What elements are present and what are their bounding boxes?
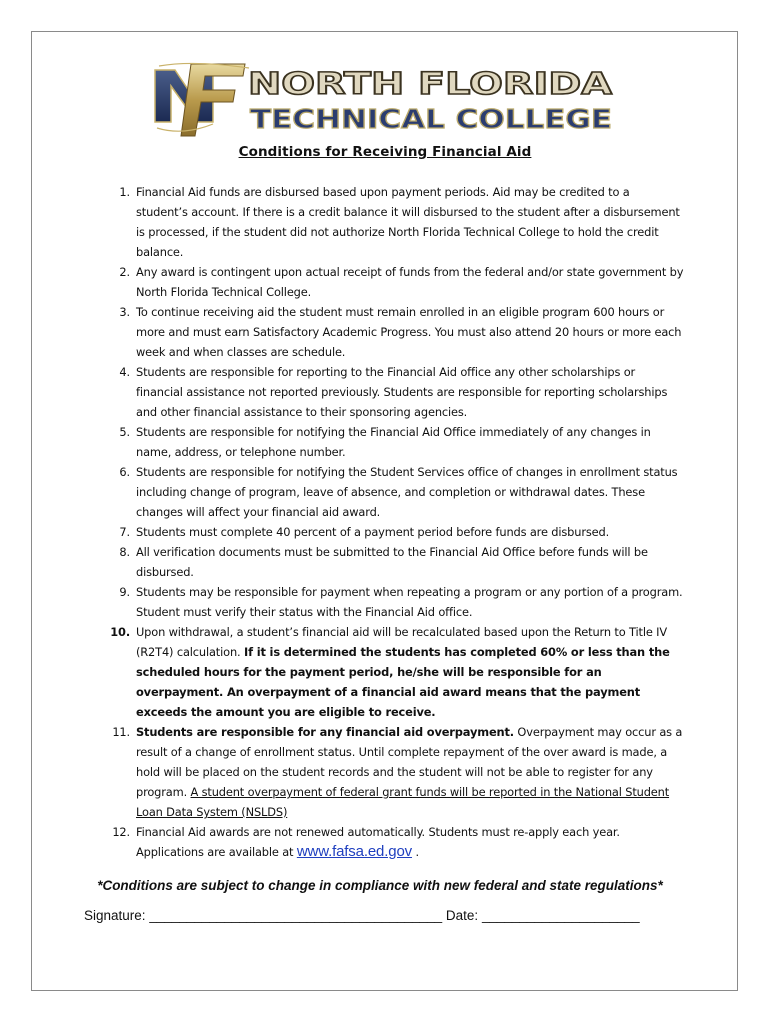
signature-field[interactable]: _______________________________________ <box>149 908 443 923</box>
item-text: Financial Aid awards are not renewed automatically. Students must re-apply each year. Applications are available at <box>136 825 620 859</box>
item-number: 11. <box>112 725 130 739</box>
list-item <box>104 722 684 822</box>
page-title: Conditions for Receiving Financial Aid <box>238 144 532 160</box>
list-item <box>104 822 684 862</box>
item-number: 1. <box>119 185 130 199</box>
list-item <box>104 522 684 542</box>
logo-line-2: TECHNICAL COLLEGE <box>250 105 612 135</box>
item-number: 7. <box>119 525 130 539</box>
item-text: Financial Aid funds are disbursed based upon payment periods. Aid may be credited to a student’s account. If there is a credit balance it will disbursed to the student after a disbursement is processed, if the student did not authorize North Florida Technical College to hold the credit balance. <box>136 185 680 259</box>
item-underlined-text: A student overpayment of federal grant funds will be reported in the National Student Loan Data System (NSLDS) <box>136 785 670 819</box>
fafsa-link[interactable]: www.fafsa.ed.gov <box>296 843 413 860</box>
item-number: 6. <box>119 465 130 479</box>
date-field[interactable]: _____________________ <box>481 908 640 923</box>
list-item <box>104 422 684 462</box>
item-text: Overpayment may occur as a result of a change of enrollment status. Until complete repayment of the over award is made, a hold will be placed on the student records and the student will not be able to register for any program. <box>136 725 683 799</box>
list-item <box>104 582 684 622</box>
item-number: 4. <box>119 365 130 379</box>
item-number: 3. <box>119 305 130 319</box>
disclaimer-note: *Conditions are subject to change in compliance with new federal and state regulations* <box>97 878 663 893</box>
list-item <box>104 622 684 722</box>
item-number: 2. <box>119 265 130 279</box>
item-number: 10. <box>110 625 130 639</box>
item-text: Students may be responsible for payment when repeating a program or any portion of a program. Student must verify their status with the Financial Aid office. <box>136 585 683 619</box>
item-text: Students are responsible for reporting to the Financial Aid office any other scholarships or financial assistance not reported previously. Students are responsible for reporting scholarships and other financial assistance to their sponsoring agencies. <box>136 365 668 419</box>
item-number: 9. <box>119 585 130 599</box>
list-item <box>104 302 684 362</box>
item-text: Any award is contingent upon actual receipt of funds from the federal and/or state government by North Florida Technical College. <box>136 265 684 299</box>
item-text: Students are responsible for notifying the Student Services office of changes in enrollment status including change of program, leave of absence, and completion or withdrawal dates. These changes will affect your financial aid award. <box>136 465 678 519</box>
list-item <box>104 462 684 522</box>
item-text: Students are responsible for notifying the Financial Aid Office immediately of any changes in name, address, or telephone number. <box>136 425 651 459</box>
item-bold-text: If it is determined the students has completed 60% or less than the scheduled hours for the payment period, he/she will be responsible for an overpayment. An overpayment of a financial aid award means that the payment exceeds the amount you are eligible to receive. <box>136 645 670 719</box>
list-item <box>104 262 684 302</box>
list-item <box>104 182 684 262</box>
list-item <box>104 362 684 422</box>
list-item <box>104 542 684 582</box>
item-number: 5. <box>119 425 130 439</box>
signature-row <box>84 908 724 923</box>
date-label: Date: <box>445 908 479 923</box>
item-text: All verification documents must be submitted to the Financial Aid Office before funds will be disbursed. <box>136 545 648 579</box>
item-number: 8. <box>119 545 130 559</box>
college-logo <box>153 62 623 138</box>
item-tail: . <box>412 845 419 859</box>
logo-line-1: NORTH FLORIDA <box>248 67 614 102</box>
nf-monogram-icon <box>155 63 249 136</box>
item-text: Upon withdrawal, a student’s financial aid will be recalculated based upon the Return to Title IV (R2T4) calculation. <box>136 625 668 659</box>
item-text: Students must complete 40 percent of a payment period before funds are disbursed. <box>136 525 610 539</box>
signature-label: Signature: <box>84 908 146 923</box>
item-bold-text: Students are responsible for any financial aid overpayment. <box>136 725 514 739</box>
conditions-list <box>104 182 684 862</box>
item-number: 12. <box>112 825 130 839</box>
item-text: To continue receiving aid the student must remain enrolled in an eligible program 600 hours or more and must earn Satisfactory Academic Progress. You must also attend 20 hours or more each week and when classes are schedule. <box>136 305 682 359</box>
